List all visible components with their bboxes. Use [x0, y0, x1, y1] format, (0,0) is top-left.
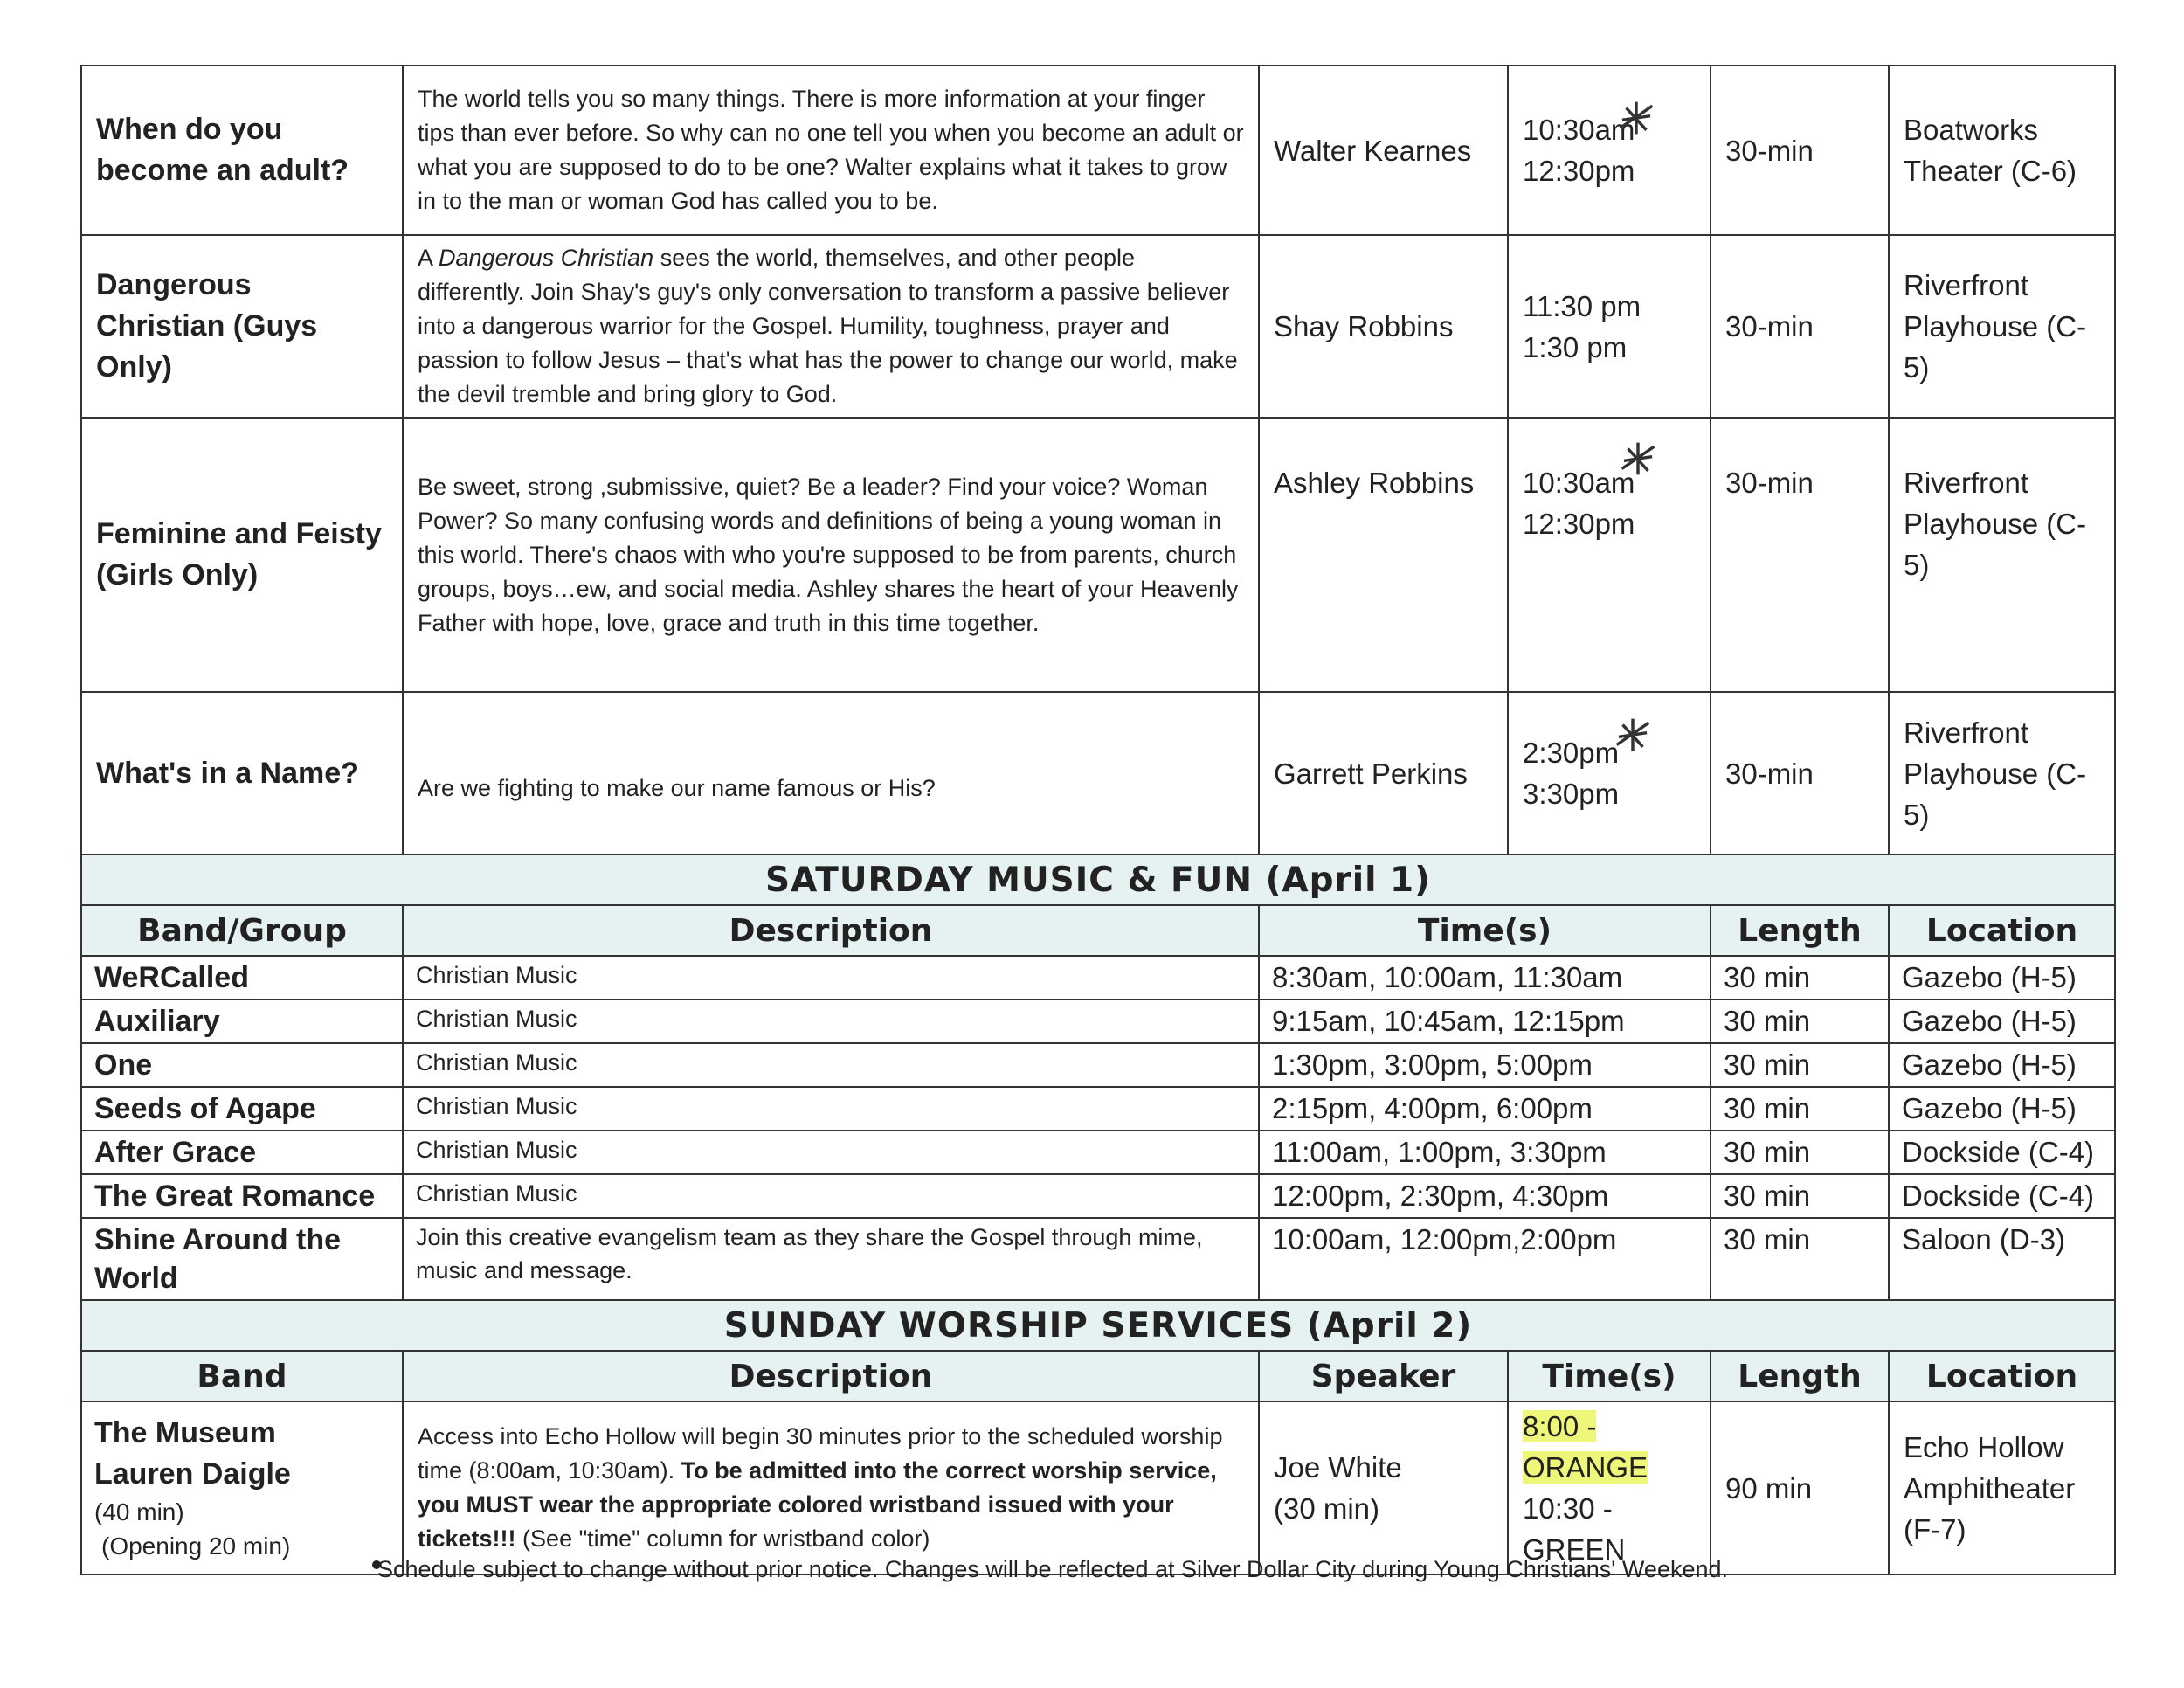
- header-band: Band/Group: [81, 905, 403, 956]
- time-2: 12:30pm: [1523, 508, 1635, 540]
- session-speaker: Ashley Robbins: [1259, 418, 1508, 692]
- band-description: Christian Music: [403, 1043, 1259, 1087]
- time-1: 11:30 pm: [1523, 289, 1641, 322]
- session-row: [81, 66, 2115, 235]
- band-length: 30 min: [1711, 1218, 1889, 1300]
- band-row: [81, 1174, 2115, 1218]
- footnote: Schedule subject to change without prior notice. Changes will be reflected at Silver Dollar City during Young Christians' Weekend.: [377, 1556, 1729, 1582]
- header-times: Time(s): [1508, 1351, 1711, 1401]
- session-title: What's in a Name?: [81, 692, 403, 854]
- header-band: Band: [81, 1351, 403, 1401]
- header-length: Length: [1711, 905, 1889, 956]
- time-1: 8:00 -: [1523, 1410, 1597, 1442]
- band-name: After Grace: [81, 1131, 403, 1174]
- band-location: Saloon (D-3): [1889, 1218, 2115, 1300]
- desc-italic: Dangerous Christian: [439, 245, 654, 271]
- sunday-bands: [81, 1401, 403, 1574]
- speaker-note: (30 min): [1274, 1492, 1380, 1525]
- desc-tail: (See "time" column for wristband color): [522, 1525, 930, 1552]
- session-length: 30-min: [1711, 692, 1889, 854]
- band-description: Join this creative evangelism team as they share the Gospel through mime, music and message.: [403, 1218, 1259, 1300]
- desc-pre: A: [418, 245, 432, 271]
- sunday-heading-row: [81, 1300, 2115, 1351]
- band-length: 30 min: [1711, 1174, 1889, 1218]
- band-museum-note: (Opening 20 min): [101, 1532, 291, 1560]
- band-lauren-note: (40 min): [94, 1498, 184, 1525]
- band-times: 8:30am, 10:00am, 11:30am: [1259, 956, 1711, 1000]
- handwritten-star-icon: [1613, 715, 1653, 755]
- session-times: [1508, 692, 1711, 854]
- schedule-document: [80, 65, 2114, 1575]
- band-location: Gazebo (H-5): [1889, 1087, 2115, 1131]
- schedule-table: [80, 65, 2116, 1575]
- band-location: Gazebo (H-5): [1889, 1000, 2115, 1043]
- band-name: Shine Around the World: [81, 1218, 403, 1300]
- sunday-length: 90 min: [1711, 1401, 1889, 1574]
- band-description: Christian Music: [403, 1000, 1259, 1043]
- band-description: Christian Music: [403, 1131, 1259, 1174]
- band-location: Dockside (C-4): [1889, 1131, 2115, 1174]
- session-length: 30-min: [1711, 235, 1889, 418]
- header-location: Location: [1889, 1351, 2115, 1401]
- band-lauren-daigle: Lauren Daigle: [94, 1457, 291, 1491]
- band-length: 30 min: [1711, 1087, 1889, 1131]
- band-length: 30 min: [1711, 1131, 1889, 1174]
- band-the-museum: The Museum: [94, 1416, 276, 1449]
- band-length: 30 min: [1711, 956, 1889, 1000]
- session-description: Be sweet, strong ,submissive, quiet? Be a leader? Find your voice? Woman Power? So many confusing words and definitions of being a young woman in this world. There's chaos with who you're supposed to be from parents, church groups, boys…ew, and social media. Ashley shares the heart of your Heavenly Father with hope, love, grace and truth in this time together.: [403, 418, 1259, 692]
- band-times: 12:00pm, 2:30pm, 4:30pm: [1259, 1174, 1711, 1218]
- session-location: Riverfront Playhouse (C-5): [1889, 235, 2115, 418]
- session-location: Riverfront Playhouse (C-5): [1889, 418, 2115, 692]
- band-row: [81, 1218, 2115, 1300]
- band-row: [81, 956, 2115, 1000]
- band-description: Christian Music: [403, 1087, 1259, 1131]
- time-2: 1:30 pm: [1523, 330, 1628, 363]
- desc-post: sees the world, themselves, and other people differently. Join Shay's guy's only conversation to transform a passive believer into a dangerous warrior for the Gospel. Humility, toughness, prayer and passion to follow Jesus – that's what has the power to change our world, make the devil tremble and bring glory to God.: [418, 245, 1238, 407]
- session-length: 30-min: [1711, 418, 1889, 692]
- session-row: [81, 418, 2115, 692]
- sunday-header-row: [81, 1351, 2115, 1401]
- session-speaker: Shay Robbins: [1259, 235, 1508, 418]
- sunday-location: Echo Hollow Amphitheater (F-7): [1889, 1401, 2115, 1574]
- saturday-heading-row: [81, 854, 2115, 905]
- band-row: [81, 1131, 2115, 1174]
- saturday-heading: SATURDAY MUSIC & FUN (April 1): [81, 854, 2115, 905]
- session-title: Dangerous Christian (Guys Only): [81, 235, 403, 418]
- band-description: Christian Music: [403, 1174, 1259, 1218]
- band-location: Dockside (C-4): [1889, 1174, 2115, 1218]
- band-times: 9:15am, 10:45am, 12:15pm: [1259, 1000, 1711, 1043]
- band-length: 30 min: [1711, 1043, 1889, 1087]
- session-speaker: Walter Kearnes: [1259, 66, 1508, 235]
- band-times: 10:00am, 12:00pm,2:00pm: [1259, 1218, 1711, 1300]
- sunday-times: [1508, 1401, 1711, 1574]
- band-description: Christian Music: [403, 956, 1259, 1000]
- handwritten-star-icon: [1616, 98, 1656, 138]
- band-name: Auxiliary: [81, 1000, 403, 1043]
- session-times: [1508, 66, 1711, 235]
- sunday-row: [81, 1401, 2115, 1574]
- session-times: [1508, 235, 1711, 418]
- session-length: 30-min: [1711, 66, 1889, 235]
- time-orange-color: [1523, 1447, 1696, 1488]
- band-length: 30 min: [1711, 1000, 1889, 1043]
- session-description: The world tells you so many things. There is more information at your finger tips than ever before. So why can no one tell you when you become an adult or what you are supposed to do to be one? Walter explains what it takes to grow in to the man or woman God has called you to be.: [403, 66, 1259, 235]
- header-length: Length: [1711, 1351, 1889, 1401]
- saturday-header-row: [81, 905, 2115, 956]
- band-name: Seeds of Agape: [81, 1087, 403, 1131]
- band-location: Gazebo (H-5): [1889, 956, 2115, 1000]
- band-name: The Great Romance: [81, 1174, 403, 1218]
- band-times: 11:00am, 1:00pm, 3:30pm: [1259, 1131, 1711, 1174]
- band-row: [81, 1087, 2115, 1131]
- time-2: 10:30 -: [1523, 1492, 1613, 1525]
- desc-bold: To be admitted into the correct worship service, you MUST wear the appropriate colored wristband issued with your tickets!!!: [418, 1457, 1217, 1552]
- session-title: When do you become an adult?: [81, 66, 403, 235]
- header-times: Time(s): [1259, 905, 1711, 956]
- sunday-speaker: [1259, 1401, 1508, 1574]
- header-description: Description: [403, 905, 1259, 956]
- time-1: 10:30am: [1523, 114, 1635, 146]
- handwritten-star-icon: [1618, 439, 1658, 479]
- session-times: [1508, 418, 1711, 692]
- time-orange: [1523, 1406, 1696, 1447]
- time-2: 3:30pm: [1523, 778, 1620, 810]
- sunday-heading: SUNDAY WORSHIP SERVICES (April 2): [81, 1300, 2115, 1351]
- header-description: Description: [403, 1351, 1259, 1401]
- band-name: WeRCalled: [81, 956, 403, 1000]
- session-description: Are we fighting to make our name famous or His?: [403, 692, 1259, 854]
- band-row: [81, 1043, 2115, 1087]
- band-name: One: [81, 1043, 403, 1087]
- session-location: Riverfront Playhouse (C-5): [1889, 692, 2115, 854]
- sunday-description: [403, 1401, 1259, 1574]
- header-location: Location: [1889, 905, 2115, 956]
- band-location: Gazebo (H-5): [1889, 1043, 2115, 1087]
- time-1-color: ORANGE: [1523, 1451, 1648, 1484]
- band-row: [81, 1000, 2115, 1043]
- time-1: 2:30pm: [1523, 737, 1620, 769]
- session-title: Feminine and Feisty (Girls Only): [81, 418, 403, 692]
- desc-plain: Access into Echo Hollow will begin 30 minutes prior to the scheduled worship time (8:00am, 10:30am).: [418, 1423, 1223, 1484]
- band-times: 1:30pm, 3:00pm, 5:00pm: [1259, 1043, 1711, 1087]
- time-2: 12:30pm: [1523, 155, 1635, 187]
- session-location: Boatworks Theater (C-6): [1889, 66, 2115, 235]
- time-1: 10:30am: [1523, 467, 1635, 499]
- speaker-name: Joe White: [1274, 1451, 1402, 1484]
- band-times: 2:15pm, 4:00pm, 6:00pm: [1259, 1087, 1711, 1131]
- session-speaker: Garrett Perkins: [1259, 692, 1508, 854]
- session-row: [81, 692, 2115, 854]
- header-speaker: Speaker: [1259, 1351, 1508, 1401]
- session-row: [81, 235, 2115, 418]
- time-2-color: GREEN: [1523, 1533, 1626, 1566]
- session-description: [403, 235, 1259, 418]
